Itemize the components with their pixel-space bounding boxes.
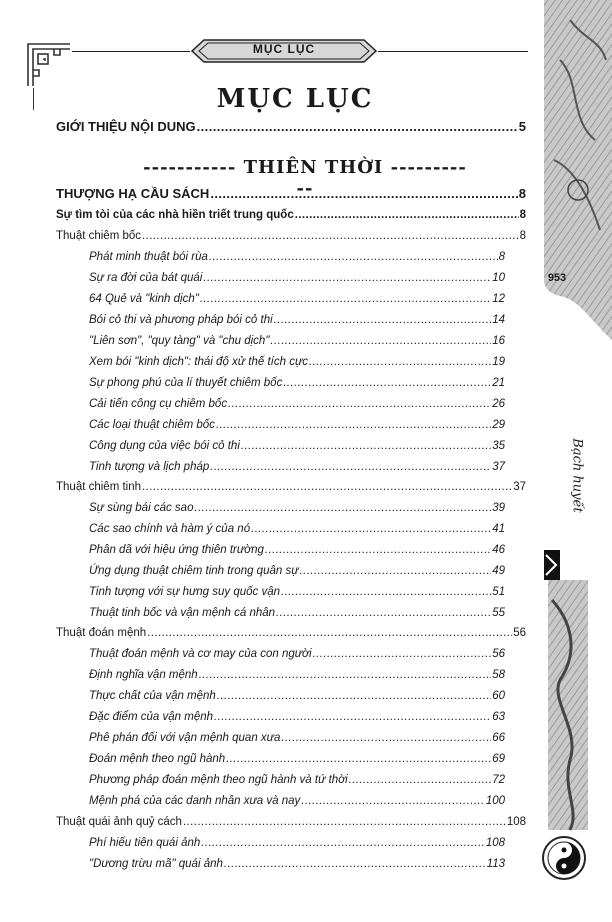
- toc-item-page: 37: [492, 461, 505, 473]
- toc-item-page: 29: [492, 419, 505, 431]
- header-banner: [190, 38, 378, 64]
- toc-item[interactable]: [89, 669, 505, 681]
- toc-item[interactable]: [89, 607, 505, 619]
- dot-leader: [241, 440, 491, 452]
- toc-item-label: Phê phán đối với vận mệnh quan xưa: [89, 732, 281, 744]
- toc-item[interactable]: [89, 440, 505, 452]
- toc-item[interactable]: [89, 565, 505, 577]
- toc-item[interactable]: [89, 398, 505, 410]
- dot-leader: [301, 795, 485, 807]
- toc-item[interactable]: [89, 461, 505, 473]
- toc-item-page: 113: [486, 858, 505, 870]
- dot-leader: [209, 251, 498, 263]
- toc-item[interactable]: [89, 377, 505, 389]
- corner-ornament-icon: [26, 42, 72, 88]
- toc-item[interactable]: [89, 502, 505, 514]
- toc-item[interactable]: [89, 314, 505, 326]
- toc-item-label: Các sao chính và hàm ý của nó: [89, 523, 251, 535]
- toc-item[interactable]: [89, 753, 505, 765]
- toc-chapter-page: 37: [513, 481, 526, 493]
- toc-item-page: 100: [485, 795, 505, 807]
- toc-item[interactable]: [89, 858, 505, 870]
- toc-item-page: 51: [492, 586, 505, 598]
- dot-leader: [276, 607, 491, 619]
- toc-item-label: Phí hiếu tiên quái ảnh: [89, 837, 201, 849]
- dot-leader: [265, 544, 491, 556]
- toc-item-page: 63: [492, 711, 505, 723]
- toc-chapter-page: 8: [519, 230, 526, 242]
- toc-chapter-label: Thuật chiêm bốc: [56, 230, 142, 242]
- toc-item-label: Ứng dụng thuật chiêm tinh trong quân sự: [89, 565, 299, 577]
- toc-item-label: Sự sùng bái các sao: [89, 502, 194, 514]
- toc-item-label: Sự ra đời của bát quái: [89, 272, 203, 284]
- corner-rule-vertical: [33, 88, 34, 110]
- toc-item[interactable]: [89, 732, 505, 744]
- dot-leader: [142, 481, 512, 493]
- dot-leader: [199, 669, 492, 681]
- toc-intro-label: GIỚI THIỆU NỘI DUNG: [56, 119, 196, 134]
- toc-item[interactable]: [89, 251, 505, 263]
- toc-item-page: 56: [492, 648, 505, 660]
- toc-item-page: 8: [498, 251, 505, 263]
- dot-leader: [281, 732, 491, 744]
- toc-item-page: 12: [492, 293, 505, 305]
- toc-item-page: 41: [492, 523, 505, 535]
- dot-leader: [251, 523, 491, 535]
- toc-item[interactable]: [89, 648, 505, 660]
- dot-leader: [197, 119, 518, 134]
- toc-intro[interactable]: [56, 119, 526, 134]
- toc-subsection-label: Sự tìm tòi của các nhà hiền triết trung quốc: [56, 209, 294, 221]
- toc-item-page: 14: [492, 314, 505, 326]
- dot-leader: [300, 565, 492, 577]
- dot-leader: [313, 648, 492, 660]
- toc-item-label: Tinh tượng với sự hưng suy quốc vận: [89, 586, 281, 598]
- dot-leader: [283, 377, 491, 389]
- toc-item-page: 58: [492, 669, 505, 681]
- toc-chapter[interactable]: [56, 230, 526, 242]
- page-number: 953: [547, 272, 567, 284]
- dot-leader: [214, 711, 491, 723]
- header-rule-left: [72, 51, 190, 52]
- header-banner-label: MỤC LỤC: [252, 42, 316, 56]
- toc-item-page: 16: [492, 335, 505, 347]
- toc-item-label: Phân dã với hiệu ứng thiên trường: [89, 544, 264, 556]
- toc-item-label: Mệnh phá của các danh nhân xưa và nay: [89, 795, 301, 807]
- dot-leader: [210, 461, 491, 473]
- dot-leader: [216, 419, 491, 431]
- toc-chapter-label: Thuật đoán mệnh: [56, 627, 147, 639]
- toc-item[interactable]: [89, 795, 505, 807]
- toc-chapter-label: Thuật chiêm tinh: [56, 481, 142, 493]
- toc-item-label: 64 Quẻ và "kinh dịch": [89, 293, 199, 305]
- toc-item-label: Tinh tượng và lịch pháp: [89, 461, 210, 473]
- dot-leader: [201, 837, 485, 849]
- toc-item-page: 10: [492, 272, 505, 284]
- dot-leader: [270, 335, 491, 347]
- toc-section[interactable]: [56, 186, 526, 201]
- toc-item-page: 21: [492, 377, 505, 389]
- toc-item-label: Thuật tinh bốc và vận mệnh cá nhân: [89, 607, 276, 619]
- dot-leader: [217, 690, 491, 702]
- part-title: ----------- THIÊN THỜI -----------: [143, 157, 467, 199]
- toc-item[interactable]: [89, 272, 505, 284]
- toc-item[interactable]: [89, 335, 505, 347]
- toc-subsection[interactable]: [56, 209, 526, 221]
- toc-item-label: Xem bói "kinh dịch": thái độ xử thế tích cực: [89, 356, 308, 368]
- toc-item[interactable]: [89, 356, 505, 368]
- dot-leader: [203, 272, 491, 284]
- dot-leader: [224, 858, 486, 870]
- toc-item-label: Thực chất của vận mệnh: [89, 690, 216, 702]
- toc-item[interactable]: [89, 544, 505, 556]
- toc-item-label: Các loại thuật chiêm bốc: [89, 419, 215, 431]
- toc-chapter[interactable]: [56, 481, 526, 493]
- header-rule-right: [378, 51, 528, 52]
- dot-leader: [147, 627, 512, 639]
- dot-leader: [309, 356, 491, 368]
- toc-item-page: 55: [492, 607, 505, 619]
- toc-item[interactable]: [89, 523, 505, 535]
- toc-item-label: Đoán mệnh theo ngũ hành: [89, 753, 226, 765]
- toc-item-label: Sự phong phú của lí thuyết chiêm bốc: [89, 377, 283, 389]
- toc-item[interactable]: [89, 711, 505, 723]
- toc-item-label: Đặc điểm của vận mệnh: [89, 711, 214, 723]
- toc-item-page: 108: [485, 837, 505, 849]
- toc-chapter-label: Thuật quái ảnh quỷ cách: [56, 816, 182, 828]
- toc-subsection-page: 8: [519, 209, 526, 221]
- toc-item-page: 49: [492, 565, 505, 577]
- toc-item[interactable]: [89, 419, 505, 431]
- dot-leader: [295, 209, 519, 221]
- signature-mark: [560, 440, 590, 520]
- dot-leader: [281, 586, 491, 598]
- page-title: MỤC LỤC: [216, 84, 374, 114]
- toc-item[interactable]: [89, 837, 505, 849]
- toc-item-label: Thuật đoán mệnh và cơ may của con người: [89, 648, 312, 660]
- toc-chapter-page: 108: [506, 816, 526, 828]
- toc-item-page: 46: [492, 544, 505, 556]
- toc-item-label: Phát minh thuật bói rùa: [89, 251, 208, 263]
- toc-item[interactable]: [89, 774, 505, 786]
- dot-leader: [142, 230, 519, 242]
- toc-item-label: Phương pháp đoán mệnh theo ngũ hành và tứ thời: [89, 774, 348, 786]
- toc-item-page: 39: [492, 502, 505, 514]
- toc-item-page: 60: [492, 690, 505, 702]
- toc-item-page: 69: [492, 753, 505, 765]
- toc-section-label: THƯỢNG HẠ CẦU SÁCH: [56, 186, 210, 201]
- toc-item[interactable]: [89, 690, 505, 702]
- toc-item[interactable]: [89, 293, 505, 305]
- toc-item-label: "Liên sơn", "quy tàng" và "chu dịch": [89, 335, 270, 347]
- toc-item-page: 35: [492, 440, 505, 452]
- dot-leader: [274, 314, 492, 326]
- toc-item[interactable]: [89, 586, 505, 598]
- toc-item-page: 19: [492, 356, 505, 368]
- toc-item-label: Công dụng của việc bói cỏ thi: [89, 440, 240, 452]
- toc-item-label: Bói cỏ thi và phương pháp bói cỏ thi: [89, 314, 273, 326]
- dot-leader: [194, 502, 491, 514]
- toc-item-page: 72: [492, 774, 505, 786]
- dot-leader: [210, 186, 517, 201]
- dot-leader: [183, 816, 506, 828]
- toc-item-label: "Dương trừu mã" quái ảnh: [89, 858, 223, 870]
- yin-yang-icon: [542, 836, 586, 880]
- toc-section-page: 8: [518, 186, 526, 201]
- toc-chapter[interactable]: [56, 627, 526, 639]
- signature-text: Bạch huyết: [569, 438, 585, 513]
- dot-leader: [226, 753, 491, 765]
- dot-leader: [228, 398, 491, 410]
- toc-chapter-page: 56: [513, 627, 526, 639]
- toc-item-label: Định nghĩa vận mệnh: [89, 669, 198, 681]
- toc-chapter[interactable]: [56, 816, 526, 828]
- toc-intro-page: 5: [518, 119, 526, 134]
- toc-item-label: Cải tiến công cụ chiêm bốc: [89, 398, 228, 410]
- dot-leader: [349, 774, 492, 786]
- toc-item-page: 26: [492, 398, 505, 410]
- dot-leader: [200, 293, 491, 305]
- toc-item-page: 66: [492, 732, 505, 744]
